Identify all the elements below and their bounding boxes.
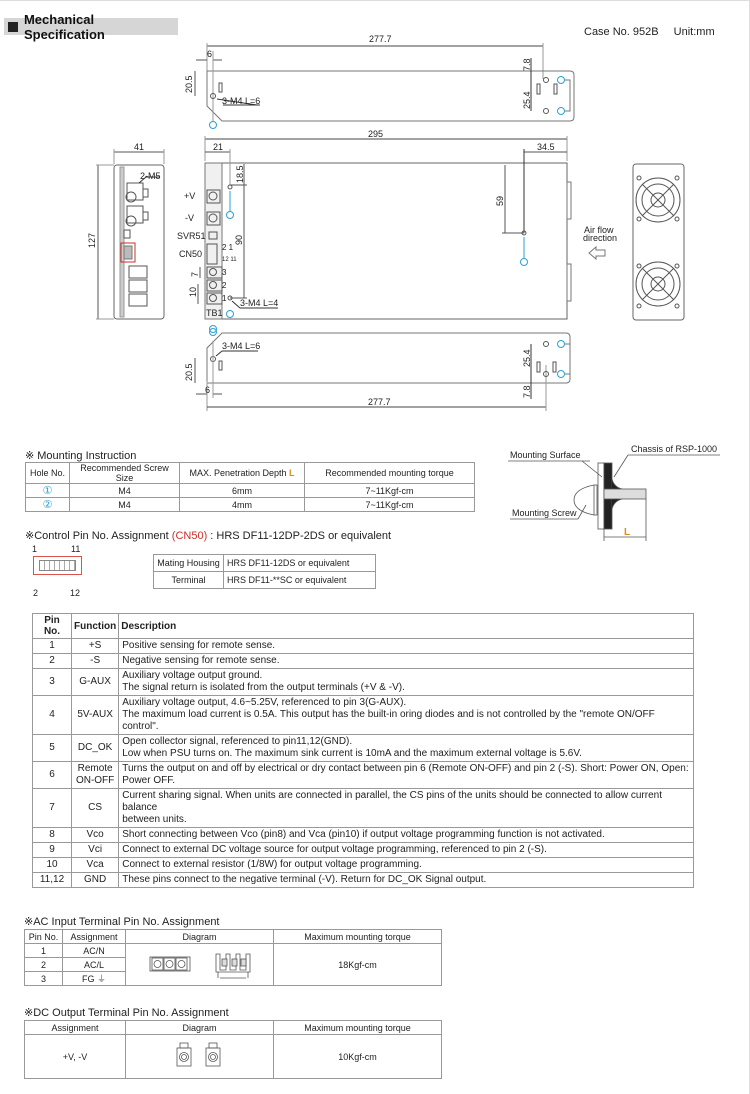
desc-line-2: between units. [122,814,187,825]
front-left-offset: 21 [213,142,224,152]
header-torque: Maximum mounting torque [274,1021,442,1035]
cn50-connector [30,544,90,598]
pin-no: 3 [25,972,63,986]
table-row [33,858,694,873]
header-torque: Maximum mounting torque [274,930,442,944]
top-dim-254: 25.4 [522,91,532,109]
table-row [33,843,694,858]
connector-body-icon [33,556,82,575]
pin-no: 2 [25,958,63,972]
mounting-table [25,462,475,512]
table-header-row [25,1021,442,1035]
pin-no: 4 [33,696,72,735]
bottom-offset-dim: 6 [205,385,211,395]
cn50-pins-top: 2 1 [222,243,234,252]
desc-line-1: Open collector signal, referenced to pin11,12(GND). [122,736,353,747]
connector-pin-11: 11 [71,544,81,554]
label-tb1: TB1 [206,308,223,318]
dc-output-table [24,1020,442,1079]
table-row [25,1035,442,1079]
pin-description: Positive sensing for remote sense. [119,639,694,654]
table-row [33,789,694,828]
penetration-depth: 4mm [180,498,305,512]
header-assignment: Assignment [63,930,126,944]
pin-description [119,735,694,762]
ac-torque-value: 18Kgf-cm [274,944,442,986]
pin-function: +S [72,639,119,654]
connector-pin-2: 2 [33,588,39,598]
front-dim-90: 90 [234,234,244,245]
side-width-dim: 41 [134,142,145,152]
label-cn50: CN50 [179,249,203,259]
header-assignment: Assignment [25,1021,126,1035]
page-title: Mechanical Specification [23,11,105,42]
pin-no: 10 [33,858,72,873]
pin-function: 5V-AUX [72,696,119,735]
header-function: Function [72,614,119,639]
desc-line-2: The signal return is isolated from the output terminals (+V & -V). [122,682,405,693]
mounting-title: ※ Mounting Instruction [25,450,137,462]
pin-description [119,789,694,828]
table-row [33,639,694,654]
chassis-label: Chassis of RSP-1000 [631,444,718,454]
bottom-length-dim: 277.7 [368,397,391,407]
pin-function: GND [72,873,119,888]
bottom-screw-note: 3-M4 L=6 [222,341,261,351]
depth-l-label: L [624,527,631,538]
control-pin-table [32,613,694,888]
header-diagram: Diagram [126,930,274,944]
func-line-2: ON-OFF [75,775,115,786]
front-right-offset: 34.5 [537,142,555,152]
mounting-surface-label: Mounting Surface [510,450,581,460]
ac-terminal-diagram [126,944,274,986]
cn50-highlight: (CN50) [171,530,208,542]
pin-no: 1 [33,639,72,654]
header-pin-no: Pin No. [33,614,72,639]
table-row [26,498,475,512]
mating-housing-value: HRS DF11-12DS or equivalent [224,555,376,572]
pin-no: 3 [33,669,72,696]
tb-width-dim: 10 [188,286,198,297]
ac-input-title: ※AC Input Terminal Pin No. Assignment [24,916,220,928]
airflow-arrow-icon [589,247,605,259]
tb-pitch-dim: 7 [190,271,200,277]
top-dim-78: 7.8 [522,58,532,71]
top-view [195,43,574,129]
desc-line-1: Auxiliary voltage output ground. [122,670,263,681]
table-row [33,762,694,789]
desc-line-2: The maximum load current is 0.5A. This output has the built-in oring diodes and is not controlled by the "remote ON/OFF control". [122,709,655,732]
case-number: Case No. 952B [584,26,659,38]
front-screw-note: 3-M4 L=4 [240,298,279,308]
depth-symbol: L [289,468,295,478]
dc-output-title: ※DC Output Terminal Pin No. Assignment [24,1007,229,1019]
header-torque: Recommended mounting torque [305,463,475,484]
table-row [33,873,694,888]
control-pin-title [25,529,391,542]
top-screw-note: 3-M4 L=6 [222,96,261,106]
pin-no: 7 [33,789,72,828]
bottom-height-dim: 20.5 [184,363,194,381]
pin-assignment: FG ⏚ [63,972,126,986]
header-pin-no: Pin No. [25,930,63,944]
mounting-screw-label: Mounting Screw [512,508,577,518]
terminal-value: HRS DF11-**SC or equivalent [224,572,376,589]
front-length-dim: 295 [368,129,384,139]
fan-view [633,164,684,320]
table-row [33,828,694,843]
hole-no: ② [26,498,70,512]
mounting-screw-diagram [490,437,750,547]
header-description: Description [119,614,694,639]
pin-function [72,762,119,789]
connector-pin-1: 1 [32,544,38,554]
pin-function: Vco [72,828,119,843]
pin-assignment: AC/L [63,958,126,972]
pin-description: Connect to external resistor (1/8W) for output voltage programming. [119,858,694,873]
pin-function: Vca [72,858,119,873]
bottom-dim-78: 7.8 [522,385,532,398]
label-minus-v: -V [185,213,194,223]
side-screw-note: 2-M5 [140,171,161,181]
pin-assignment: AC/N [63,944,126,958]
top-length-dim: 277.7 [369,34,392,44]
tb-pin-3: 3 [222,268,227,277]
unit-label: Unit:mm [673,26,715,38]
dc-terminal-diagram [126,1035,274,1079]
label-svr51: SVR51 [177,231,206,241]
control-pin-title-suffix: : HRS DF11-12DP-2DS or equivalent [207,530,392,542]
pin-no: 5 [33,735,72,762]
pin-function: CS [72,789,119,828]
header-penetration [180,463,305,484]
screw-size: M4 [70,498,180,512]
bottom-dim-254: 25.4 [522,349,532,367]
table-row [154,572,376,589]
header-penetration-text: MAX. Penetration Depth [189,468,287,478]
table-row [33,669,694,696]
top-offset-dim: 6 [207,49,213,59]
table-header-row [25,930,442,944]
side-height-dim: 127 [87,232,97,248]
pin-no: 2 [33,654,72,669]
header-hole-no: Hole No. [26,463,70,484]
table-row [25,944,442,958]
func-line-1: Remote [77,763,113,774]
pin-description [119,696,694,735]
connector-pin-12: 12 [70,588,81,598]
label-plus-v: +V [184,191,196,201]
table-row [26,484,475,498]
pin-no: 8 [33,828,72,843]
pin-description: Short connecting between Vco (pin8) and Vca (pin10) if output voltage programming function is not activated. [119,828,694,843]
pin-function: DC_OK [72,735,119,762]
front-dim-59: 59 [495,195,505,206]
pin-no: 6 [33,762,72,789]
pin-function: Vci [72,843,119,858]
pin-description: Turns the output on and off by electrical or dry contact between pin 6 (Remote ON-OFF) and pin 2 (-S). Short: Power ON, Open: Power OFF. [119,762,694,789]
tb-pin-2: 2 [222,281,227,290]
desc-line-2: Low when PSU turns on. The maximum sink current is 10mA and the maximum external voltage is 5.6V. [122,748,582,759]
control-pin-title-prefix: ※Control Pin No. Assignment [25,530,172,542]
table-header-row [26,463,475,484]
pin-no: 1 [25,944,63,958]
ac-input-table [24,929,442,986]
pin-description: Negative sensing for remote sense. [119,654,694,669]
mating-housing-label: Mating Housing [154,555,224,572]
pin-function: G-AUX [72,669,119,696]
ac-terminal-icon [130,946,270,982]
screw-size: M4 [70,484,180,498]
pin-function: -S [72,654,119,669]
mechanical-drawing [0,1,750,431]
pin-description: These pins connect to the negative terminal (-V). Return for DC_OK Signal output. [119,873,694,888]
penetration-depth: 6mm [180,484,305,498]
dc-torque-value: 10Kgf-cm [274,1035,442,1079]
torque: 7~11Kgf-cm [305,484,475,498]
pin-no: 9 [33,843,72,858]
torque: 7~11Kgf-cm [305,498,475,512]
airflow-label-1: Air flow [584,225,614,235]
front-dim-185: 18.5 [235,165,245,183]
desc-line-1: Current sharing signal. When units are connected in parallel, the CS pins of the units should be connected to allow current balance [122,790,662,813]
table-header-row [33,614,694,639]
table-row [33,696,694,735]
header-screw-size: Recommended Screw Size [70,463,180,484]
pin-no: 11,12 [33,873,72,888]
desc-line-1: Auxiliary voltage output, 4.6~5.25V, referenced to pin 3(G-AUX). [122,697,407,708]
dc-terminal-icon [165,1039,235,1073]
table-row [154,555,376,572]
dc-assignment: +V, -V [25,1035,126,1079]
terminal-label: Terminal [154,572,224,589]
mating-table [153,554,376,589]
pin-description: Connect to external DC voltage source for output voltage programming, referenced to pin 2 (-S). [119,843,694,858]
top-height-dim: 20.5 [184,75,194,93]
pin-description [119,669,694,696]
hole-no: ① [26,484,70,498]
tb-pin-1: 1 [222,294,227,303]
table-row [33,654,694,669]
header-diagram: Diagram [126,1021,274,1035]
cn50-pins-bottom: 12 11 [222,257,237,263]
airflow-label-2: direction [583,233,618,243]
table-row [33,735,694,762]
